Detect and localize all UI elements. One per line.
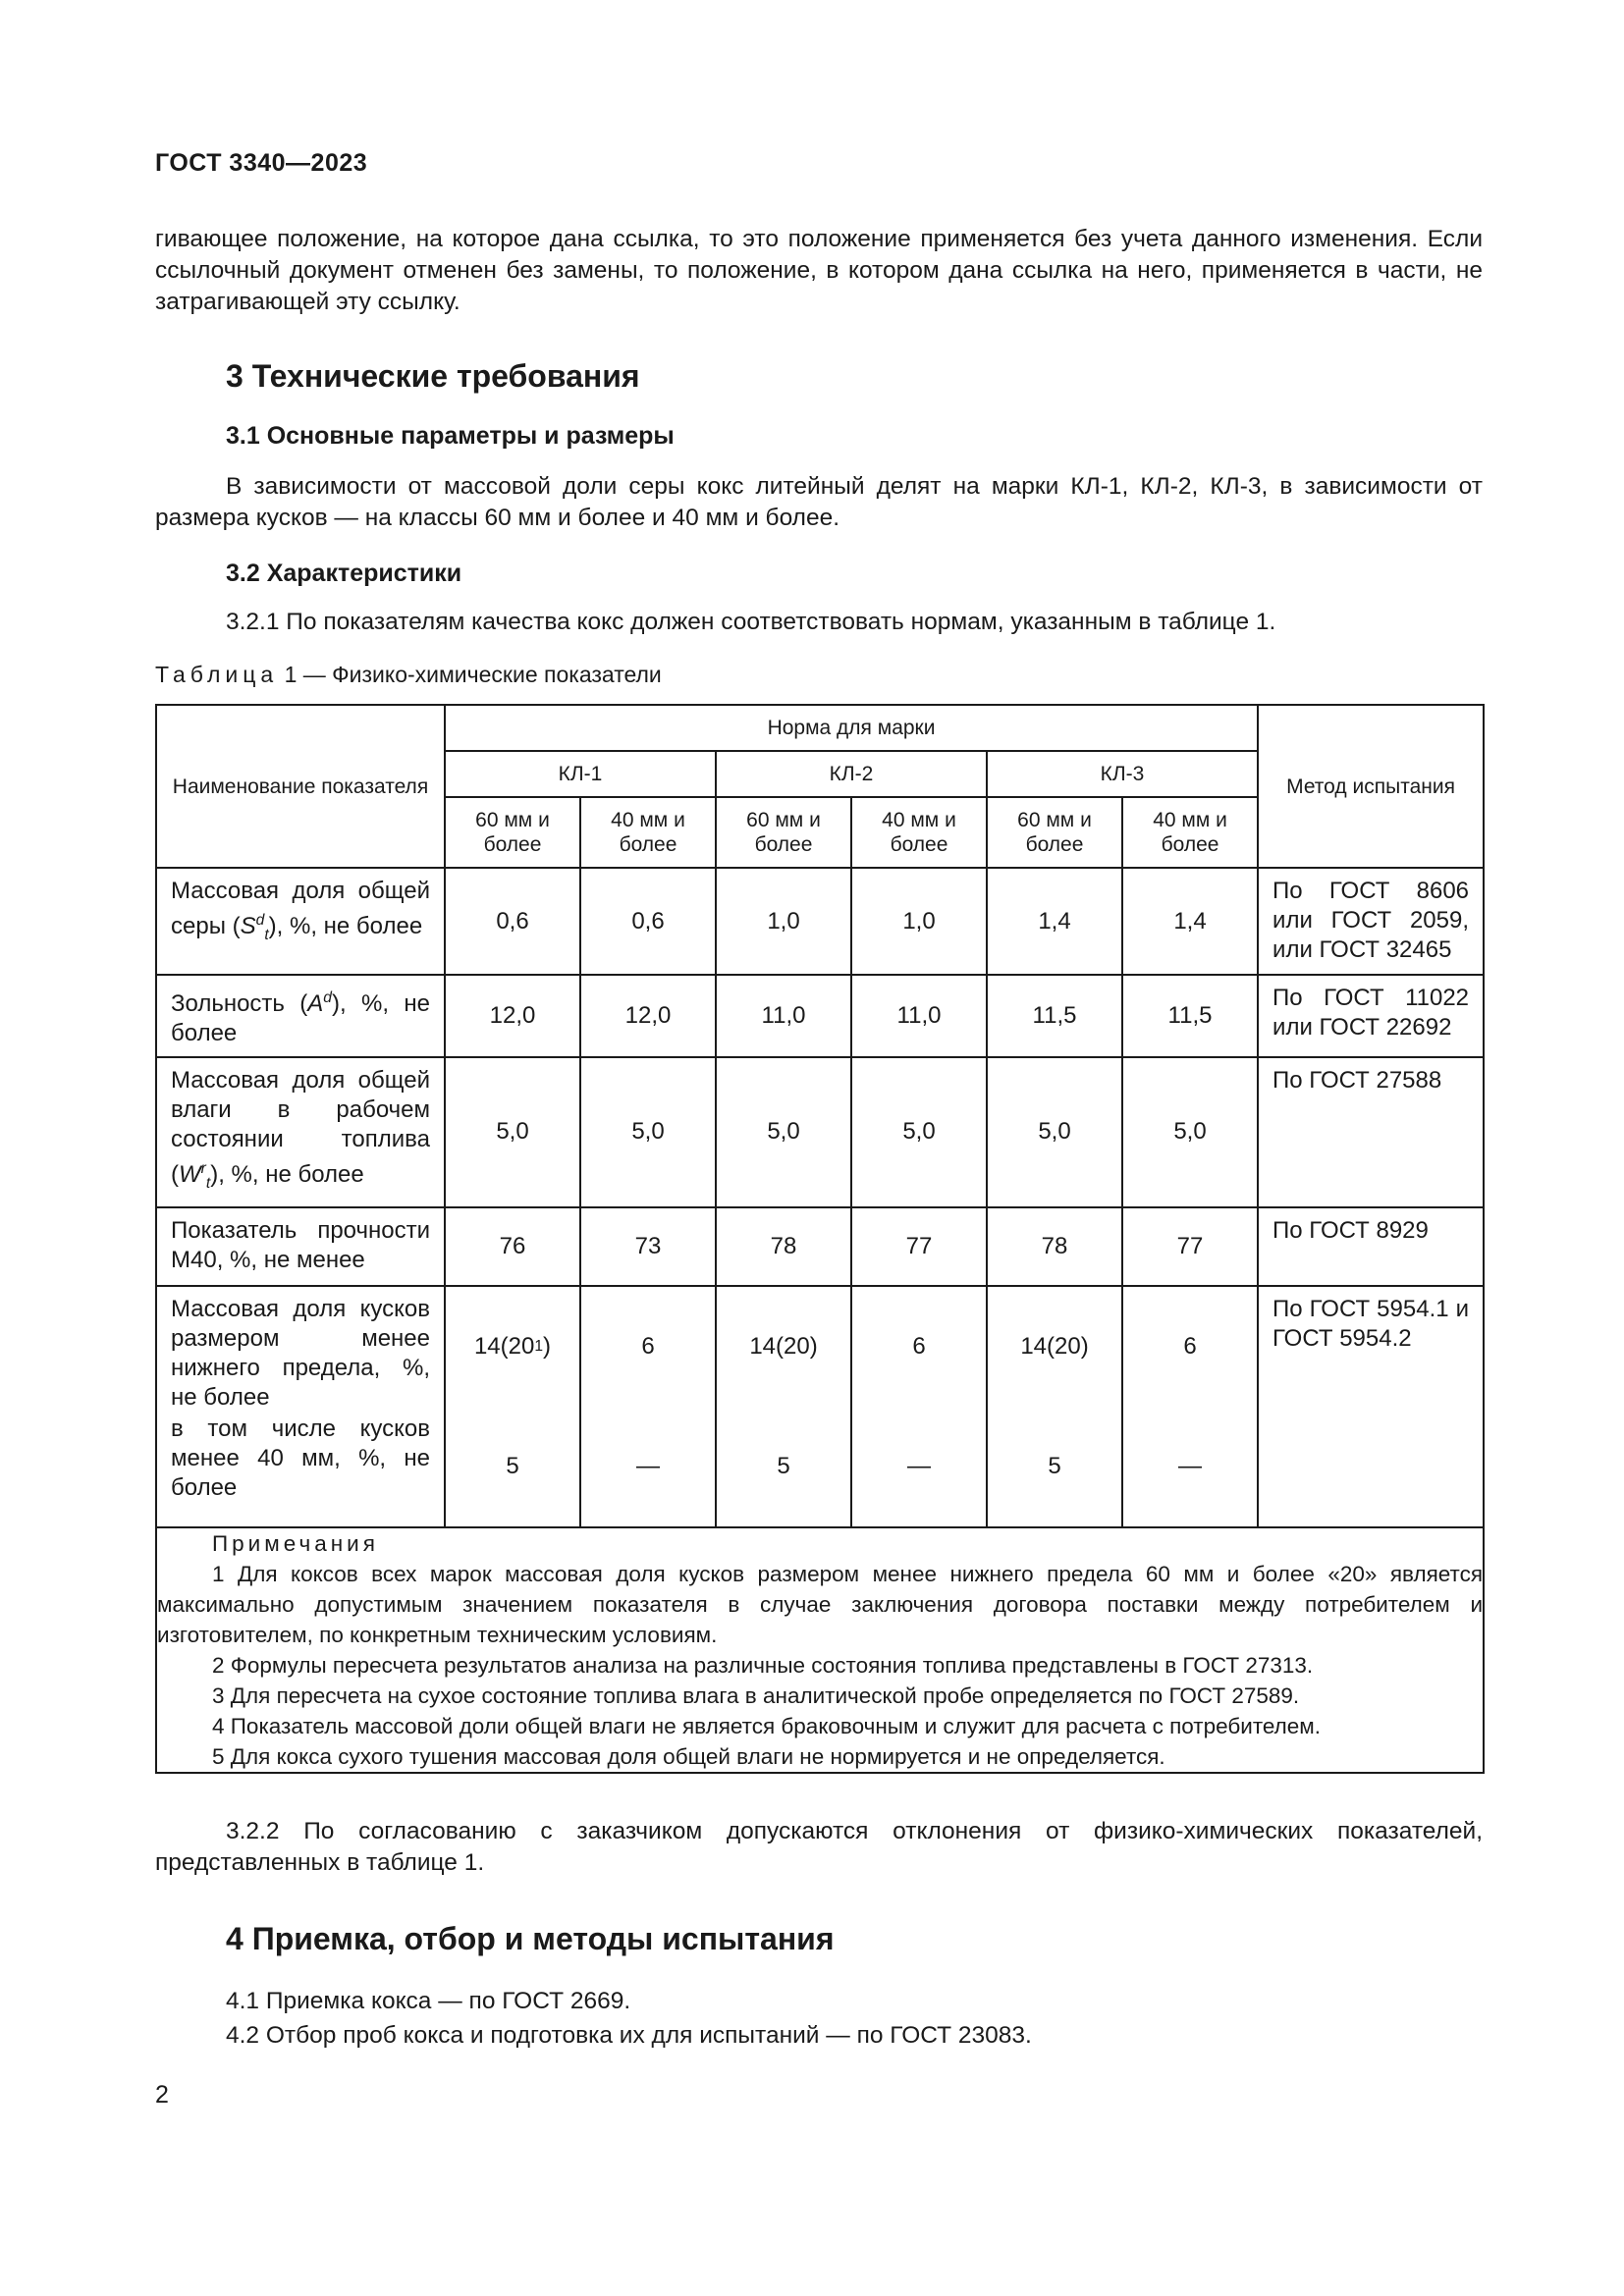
table-row	[156, 868, 1484, 975]
section-4-title: 4 Приемка, отбор и методы испытания	[226, 1921, 835, 1956]
section-3-2-title: 3.2 Характеристики	[226, 560, 462, 587]
method-cell: По ГОСТ 11022 или ГОСТ 22692	[1258, 975, 1484, 1057]
value-cell: 0,6	[445, 868, 580, 975]
value-cell: 78	[716, 1207, 851, 1286]
value-cell: 5,0	[716, 1057, 851, 1207]
physicochemical-table	[155, 704, 1485, 1774]
value-cell: 77	[851, 1207, 987, 1286]
section-3-2-2-text: 3.2.2 По согласованию с заказчиком допускаются отклонения от физико-химических показателей, представленных в таблице 1.	[155, 1818, 1483, 1876]
section-3-2-1-text: 3.2.1 По показателям качества кокс должен соответствовать нормам, указанным в таблице 1.	[226, 609, 1276, 635]
value-cell: 77	[1122, 1207, 1258, 1286]
value-cell: 73	[580, 1207, 716, 1286]
section-4-item: 4.1 Приемка кокса — по ГОСТ 2669.	[226, 1988, 631, 2014]
method-cell: По ГОСТ 27588	[1258, 1057, 1484, 1207]
value-cell: 12,0	[580, 975, 716, 1057]
table-row	[156, 1286, 1484, 1527]
table-notes-row	[156, 1527, 1484, 1773]
value-cell: 11,5	[987, 975, 1122, 1057]
value-cell: 6 —	[851, 1286, 987, 1527]
value-cell: 1,4	[1122, 868, 1258, 975]
note-item: 1 Для коксов всех марок массовая доля кусков размером менее нижнего предела 60 мм и более «20» является максимально допустимым значением показателя в случае заключения договора поставки между потребителем и изготовителем, по конкретным техническим условиям.	[157, 1561, 1484, 1647]
header-class: 40 мм и более	[580, 797, 716, 868]
header-norm-cell: Норма для марки	[445, 705, 1258, 751]
page-number: 2	[155, 2081, 169, 2109]
header-grade: КЛ-3	[987, 751, 1258, 797]
method-cell: По ГОСТ 8929	[1258, 1207, 1484, 1286]
value-cell: 14(20 1 ) 5	[445, 1286, 580, 1527]
table-row	[156, 1057, 1484, 1207]
value-cell: 78	[987, 1207, 1122, 1286]
method-cell: По ГОСТ 8606 или ГОСТ 2059, или ГОСТ 32465	[1258, 868, 1484, 975]
table-row	[156, 1207, 1484, 1286]
table-header-row	[156, 705, 1484, 751]
value-cell: 5,0	[445, 1057, 580, 1207]
value-cell: 76	[445, 1207, 580, 1286]
table-caption-word: Таблица	[155, 662, 279, 687]
note-item: 2 Формулы пересчета результатов анализа на различные состояния топлива представлены в ГОСТ 27313.	[212, 1652, 1314, 1678]
value-cell: 6 —	[580, 1286, 716, 1527]
table-row	[156, 975, 1484, 1057]
section-3-title: 3 Технические требования	[226, 358, 640, 394]
row-name: Массовая доля общей серы $(S^d_t)$, %, не более	[156, 868, 445, 975]
table-caption-text: 1 — Физико-химические показатели	[278, 662, 662, 687]
header-grade: КЛ-1	[445, 751, 716, 797]
intro-paragraph: гивающее положение, на которое дана ссылка, то это положение применяется без учета данного изменения. Если ссылочный документ отменен без замены, то положение, в котором дана ссылка на него, применяется в части, не затрагивающей эту ссылку.	[155, 226, 1483, 315]
row-subname: в том числе кусков менее 40 мм, %, не более	[171, 1415, 430, 1501]
value-cell: 12,0	[445, 975, 580, 1057]
value-cell: 1,0	[716, 868, 851, 975]
row-name: Массовая доля общей влаги в рабочем состоянии топлива $(W^r_t)$, %, не более	[156, 1057, 445, 1207]
section-3-1-text: В зависимости от массовой доли серы кокс литейный делят на марки КЛ-1, КЛ-2, КЛ-3, в зависимости от размера кусков — на классы 60 мм и более и 40 мм и более.	[155, 473, 1483, 531]
header-class: 60 мм и более	[445, 797, 580, 868]
note-item: 3 Для пересчета на сухое состояние топлива влага в аналитической пробе определяется по ГОСТ 27589.	[212, 1682, 1300, 1708]
header-class: 40 мм и более	[1122, 797, 1258, 868]
value-cell: 11,0	[716, 975, 851, 1057]
method-cell: По ГОСТ 5954.1 и ГОСТ 5954.2	[1258, 1286, 1484, 1527]
value-cell: 11,0	[851, 975, 987, 1057]
value-cell: 5,0	[1122, 1057, 1258, 1207]
header-class: 40 мм и более	[851, 797, 987, 868]
value-cell: 1,4	[987, 868, 1122, 975]
value-cell: 5,0	[580, 1057, 716, 1207]
row-name: Зольность $(A^d)$, %, не более	[156, 975, 445, 1057]
value-cell: 6 —	[1122, 1286, 1258, 1527]
table-notes	[156, 1527, 1484, 1773]
notes-title: Примечания	[212, 1530, 379, 1556]
header-grade: КЛ-2	[716, 751, 987, 797]
value-cell: 14(20) 5	[987, 1286, 1122, 1527]
header-name-cell: Наименование показателя	[156, 705, 445, 868]
section-4-item: 4.2 Отбор проб кокса и подготовка их для испытаний — по ГОСТ 23083.	[226, 2022, 1032, 2049]
document-header: ГОСТ 3340—2023	[155, 149, 368, 177]
section-3-1-title: 3.1 Основные параметры и размеры	[226, 422, 675, 450]
value-cell: 5,0	[851, 1057, 987, 1207]
value-cell: 14(20) 5	[716, 1286, 851, 1527]
value-cell: 11,5	[1122, 975, 1258, 1057]
header-method-cell: Метод испытания	[1258, 705, 1484, 868]
note-item: 5 Для кокса сухого тушения массовая доля общей влаги не нормируется и не определяется.	[212, 1743, 1165, 1769]
row-name: Массовая доля кусков размером менее нижнего предела, %, не более в том числе кусков менее 40 мм, %, не более	[156, 1286, 445, 1527]
header-class: 60 мм и более	[716, 797, 851, 868]
note-item: 4 Показатель массовой доли общей влаги не является браковочным и служит для расчета с потребителем.	[212, 1713, 1322, 1738]
header-class: 60 мм и более	[987, 797, 1122, 868]
row-name: Показатель прочности М40, %, не менее	[156, 1207, 445, 1286]
table-caption	[155, 662, 662, 688]
value-cell: 0,6	[580, 868, 716, 975]
value-cell: 1,0	[851, 868, 987, 975]
value-cell: 5,0	[987, 1057, 1122, 1207]
